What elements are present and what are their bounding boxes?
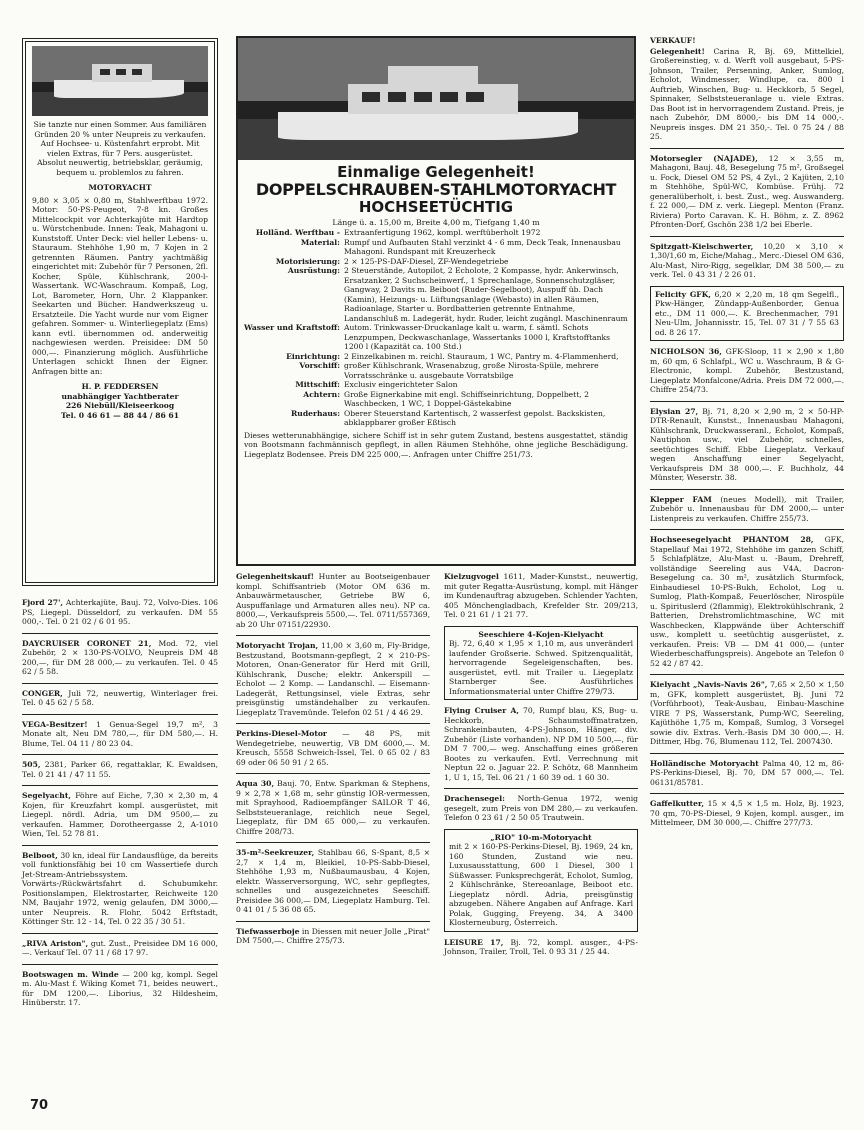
spec-row: Wasser und Kraftstoff: Autom. Trinkwasser-Druckanlage kalt u. warm, f. sämtl. Schots Lenzpumpen, Deckwaschanlage, Wassertanks 1000 l, Kraftstofftanks 1200 l (Kapazität ca. 100 Std.) <box>244 323 611 351</box>
divider <box>650 236 844 237</box>
classified-ad: DAYCRUISER CORONET 21, Mod. 72, viel Zubehör, 2 × 130-PS-VOLVO, Neupreis DM 48 200,—, für DM 28 000,— zu verkaufen. Tel. 0 45 62 / 5 58. <box>22 638 218 676</box>
feddersen-address: 226 Niebüll/Kleiseerkoog <box>65 401 175 410</box>
classified-ad: Segelyacht, Föhre auf Eiche, 7,30 × 2,30 m, 4 Kojen, für Kreuzfahrt kompl. ausgerüstet, mit Liegepl. nördl. Adria, um DM 9500,— zu verkaufen. Hammer, Dorotheergasse 2, A-1010 Wien, Tel. 52 78 81. <box>22 791 218 838</box>
divider <box>650 148 844 149</box>
divider <box>650 793 844 794</box>
classified-ad: Gelegenheitskauf! Hunter au Bootseigenbauer kompl. Schiffsantrieb (Motor OM 636 m. Anbauwärmetauscher, Getriebe BW 6, Auspuffanlage und Armaturen alles neu). NP ca. 8000,—, Verkaufspreis 5500,—. Tel. 0711/557369, ab 20 Uhr 07151/22930. <box>236 572 430 629</box>
column-2 <box>236 572 430 952</box>
classified-ad: Spitzgatt-Kielschwerter, 10,20 × 3,10 × 1,30/1,60 m, Eiche/Mahag., Merc.-Diesel OM 636, Alu-Mast, Niro-Rigg, segelklar, DM 38 500,— zu verk. Tel. 0 43 31 / 2 26 01. <box>650 241 844 279</box>
divider <box>22 754 218 755</box>
spec-row: Mittschiff: Exclusiv eingerichteter Salon <box>295 380 458 389</box>
feddersen-signature <box>32 382 208 420</box>
classified-ad: Kielzugvogel 1611, Mader-Kunstst., neuwertig, mit guter Regatta-Ausrüstung, kompl. mit Hänger im Kundenauftrag abzugeben. Schlender Yachten, 405 Mönchengladbach, Krefelder Str. 209/213, Tel. 0 21 61 / 1 21 77. <box>444 572 638 619</box>
feature-dimensions: Länge ü. a. 15,00 m, Breite 4,00 m, Tiefgang 1,40 m <box>332 218 540 227</box>
feature-kicker: Einmalige Gelegenheit! <box>337 163 535 181</box>
feddersen-name: H. P. FEDDERSEN <box>81 382 159 391</box>
feature-ad <box>236 36 636 566</box>
boxed-ad: „RIO" 10-m-Motoryacht mit 2 × 160-PS-Perkins-Diesel, Bj. 1969, 24 kn, 160 Stunden, Zustand wie neu. Luxusausstattung, 600 l Diesel, 300 l Süßwasser. Funksprechgerät, Echolot, Sumlog, 2 Kühlschränke, Stereoanlage, Beiboot etc. Liegeplatz nördl. Adria, preisgünstig abzugeben. Nähere Angaben auf Anfrage. Karl Polak, Gugging, Freyeng. 34, A 3400 Klosterneuburg, Österreich. <box>444 829 638 932</box>
spec-row: Motorisierung: 2 × 125-PS-DAF-Diesel, ZF-Wendegetriebe <box>275 256 509 266</box>
classified-ad: CONGER, Juli 72, neuwertig, Winterlager frei. Tel. 0 45 62 / 5 58. <box>22 688 218 707</box>
feature-subheadline: HOCHSEETÜCHTIG <box>358 198 514 216</box>
divider <box>236 723 430 724</box>
classified-ad: Hochseesegelyacht PHANTOM 28, GFK, Stapellauf Mai 1972, Stehhöhe im ganzen Schiff, 5 Schlafplätze, Alu-Mast u. -Baum, Drehreff, vollständige Seereling aus V4A, Dacron-Besegelung ca. 30 m², zusätzlich Sturmfock, Einbaudiesel 10-PS-Bukh, Echolot, Log u. Sumlog, Plath-Kompaß, Feuerlöscher, Nirospüle u. Spirituslerd (2flammig), Elektrokühlschrank, 2 Batterien, Drehstromlichtmaschine, WC mit Waschbecken, Klappwände über Achterschiff usw., komplett u. seetüchtig ausgerüstet, z. verkaufen. Preis: VB — DM 41 000,— (unter Wiederbeschaffungspreis). Angebote an Telefon 0 52 42 / 87 42. <box>650 535 845 668</box>
section-heading: VERKAUF! <box>650 36 696 45</box>
motoryacht-photo <box>32 46 208 116</box>
divider <box>444 788 638 789</box>
classified-ad: Motoryacht Trojan, 11,00 × 3,60 m, Fly-Bridge, Bestzustand, Bootsmann-gepflegt, 2 × 210-PS-Motoren, Onan-Generator für Herd mit Grill, Kühlschrank, Dusche; elektr. Ankerspill — Echolot — 2 Komp. — Landanschl. — Eisemann-Ladegerät, Rettungsinsel, viele Extras, sehr preisgünstig umständehalber zu verkaufen. Liegeplatz Travemünde. Telefon 02 51 / 4 46 29. <box>236 641 430 717</box>
classified-ad: NICHOLSON 36, GFK-Sloop, 11 × 2,90 × 1,80 m, 60 qm, 6 Schlafpl., WC u. Waschraum, B & G-Electronic, kompl. Zubehör, Bestzustand, Liegeplatz Monfalcone/Adria. Preis DM 72 000,—. Chiffre 254/73. <box>650 347 845 394</box>
divider <box>22 633 218 634</box>
divider <box>22 845 218 846</box>
classified-ad: VEGA-Besitzer! 1 Genua-Segel 19,7 m², 3 Monate alt, Neu DM 780,—, für DM 580,—. H. Blume, Tel. 04 11 / 80 23 04. <box>22 719 218 748</box>
divider <box>650 529 844 530</box>
classified-ad: Drachensegel: North-Genua 1972, wenig gesegelt, zum Preis von DM 280,— zu verkaufen. Telefon 0 23 61 / 2 50 05 Trautwein. <box>444 794 638 822</box>
feature-headline: DOPPELSCHRAUBEN-STAHLMOTORYACHT <box>255 180 617 199</box>
spec-row: Holländ. Werftbau - Extraanfertigung 1962, kompl. werftüberholt 1972 <box>255 228 541 237</box>
divider <box>22 933 218 934</box>
classified-ad: Gelegenheit! Carina R, Bj. 69, Mittelkiel, Großereinstieg, v. d. Werft voll ausgebaut, 5-PS-Johnson, Trailer, Persenning, Anker, Sumlog, Echolot, Windmesser, Windlupe, ca. 800 l Auftrieb, Winschen, Bug- u. Heckkorb, 5 Segel, Spinnaker, Selbststeueranlage u. viele Extras. Das Boot ist in hervorragendem Zustand. Preis, je nach Zubehör, DM 8000,- bis DM 14 000,-. Neupreis insges. DM 21 350,-. Tel. 0 75 24 / 88 25. <box>650 46 844 141</box>
divider <box>650 674 844 675</box>
classified-ad: Fjord 27', Achterkajüte, Bauj. 72, Volvo-Dies. 106 PS, Liegepl. Düsseldorf, zu verkaufen. DM 55 000,-. Tel. 0 21 02 / 6 01 95. <box>22 598 218 626</box>
classified-ad: Tiefwasserboje in Diessen mit neuer Jolle „Pirat" DM 7500,—. Chiffre 275/73. <box>236 926 430 945</box>
feddersen-phone: Tel. 0 46 61 — 88 44 / 86 61 <box>61 410 179 420</box>
spec-row: Ausrüstung: 2 Steuerstände, Autopilot, 2 Echolote, 2 Kompasse, hydr. Ankerwinsch, Ersatzanker, 2 Suchscheinwerf., 1 Sprechanlage, Sonnenschutzgläser, Gangway, 2 Davits m. Beiboot (Ruder-Segelboot), Auspuff üb. Dach (Kamin), Heizungs- u. Lüftungsanlage (Webasto) in allen Räumen, Radioanlage, Starter u. Bordbatterien getrennte Entnahme, Landanschluß m. Ladegerät, hydr. Ruder, leicht zugängl. Maschinenraum <box>287 266 628 323</box>
divider <box>236 842 430 843</box>
classified-ad: LEISURE 17, Bj. 72, kompl. ausger., 4-PS-Johnson, Trailer, Troll, Tel. 0 93 31 / 25 44. <box>444 937 638 956</box>
divider <box>236 921 430 922</box>
divider <box>650 401 844 402</box>
spec-row: Material: Rumpf und Aufbauten Stahl verzinkt 4 - 6 mm, Deck Teak, Innenausbau Mahagoni. Rundspant mit Kreuzerheck <box>300 237 621 256</box>
classified-ad: 505, 2381, Parker 66, regattaklar, K. Ewaldsen, Tel. 0 21 41 / 47 11 55. <box>22 760 218 779</box>
classified-ad: Bootswagen m. Winde — 200 kg, kompl. Segel m. Alu-Mast f. Wiking Komet 71, beides neuwert., für DM 1200,—. Liborius, 32 Hildesheim, Hinüberstr. 17. <box>22 969 218 1007</box>
divider <box>22 785 218 786</box>
boxed-ad: Seeschiere 4-Kojen-Kielyacht Bj. 72, 6,40 × 1,95 × 1,10 m, aus unveränderl laufender Großserie. Schwed. Spitzenqualität, hervorragende Segeleigenschaften, bes. ausgerüstet, evtl. mit Trailer u. Liegeplatz Starnberger See. Ausführliches Informationsmaterial unter Chiffre 279/73. <box>444 626 638 701</box>
feddersen-intro: Sie tanzte nur einen Sommer. Aus familiären Gründen 20 % unter Neupreis zu verkaufen. Auf Hochsee- u. Küstenfahrt erprobt. Mit vielen Extras, für 7 Pers. ausgerüstet. Absolut neuwertig, betriebsklar, geräumig, bequem u. problemlos zu fahren. <box>33 120 207 177</box>
spec-row: Achtern: Große Eignerkabine mit engl. Schiffseinrichtung, Doppelbett, 2 Waschbecken, 1 WC, 1 Doppel-Gästekabine <box>303 389 589 408</box>
classified-ad: Holländische Motoryacht Palma 40, 12 m, 86-PS-Perkins-Diesel, Bj. 70, DM 57 000,—. Tel. 06131/85781. <box>650 758 844 787</box>
classified-ad: „RIVA Ariston", gut. Zust., Preisidee DM 16 000,—. Verkauf Tel. 07 11 / 68 17 97. <box>22 938 218 957</box>
divider <box>22 964 218 965</box>
divider <box>650 753 844 754</box>
divider <box>236 635 430 636</box>
classified-ad: Elysian 27, Bj. 71, 8,20 × 2,90 m, 2 × 50-HP-DTR-Renault, Kunstst., Innenausbau Mahagoni, Kühlschrank, Druckwasseranl., Echolot, Kompaß, Nautiphon usw., viel Zubehör, schnelles, seetüchtiges Schiff. Ebbe Liegeplatz. Verkauf wegen Anschaffung einer Segelyacht, Verkaufspreis DM 38 000,—. F. Buchholz, 44 Münster, Weserstr. 38. <box>650 406 845 482</box>
feddersen-ad <box>22 38 218 586</box>
feature-closing: Dieses wetterunabhängige, sichere Schiff ist in sehr gutem Zustand, bestens ausgestattet, ständig von Bootsmann fachmännisch gepflegt, in allen Räumen Stehhöhe, ohne jegliche Beschädigung. Liegeplatz Bodensee. Preis DM 225 000,—. Anfragen unter Chiffre 251/73. <box>244 430 628 459</box>
classified-ad: Flying Cruiser A, 70, Rumpf blau, KS, Bug- u. Heckkorb, Schaumstoffmatratzen, Schrankeinbauten, 4-PS-Johnson, Hänger, div. Zubehör (Liste vorhanden). NP DM 10 500,—, für DM 7 700,— weg. Anschaffung eines größeren Bootes zu verkaufen. Evtl. Verrechnung mit Neptun 22 o. Jaguar 22. P. Schötz, 68 Mannheim 1, U 1, 15, Tel. 06 21 / 1 60 39 od. 1 60 30. <box>444 706 638 782</box>
column-1 <box>22 0 218 1014</box>
column-3 <box>444 572 638 963</box>
steel-yacht-photo <box>238 38 634 160</box>
divider <box>236 773 430 774</box>
feddersen-role: unabhängiger Yachtberater <box>61 391 179 401</box>
classified-ad: Aqua 30, Bauj. 70, Entw. Sparkman & Stephens, 9 × 2,78 × 1,68 m, sehr günstig IOR-vermessen, mit Sprayhood, Radioempfänger SAILOR T 46, Selbststeueranlage, reichlich neue Segel, Liegeplatz, für DM 65 000,— zu verkaufen. Chiffre 208/73. <box>236 779 430 836</box>
classified-ad: Motorsegler (NAJADE), 12 × 3,55 m, Mahagoni, Bauj. 48, Besegelung 75 m², Großsegel u. Fock, Diesel OM 52 PS, 4 Zyl., 2 Kajüten, 2,10 m Stehhöhe, Spül-WC, Kombüse. Frühj. 72 generalüberholt, i. best. Zust., weg. Auswanderg. f. 22 000,— DM z. verk. Liegepl. Menton (Franz. Riviera) Porto Caravan. K. H. Böhm, z. Z. 8962 Pfronten-Dorf, Gschön 238 1/2 bei Eberle. <box>650 153 845 229</box>
column-4 <box>650 36 844 834</box>
divider <box>22 714 218 715</box>
page-number: 70 <box>30 1098 49 1113</box>
feddersen-body: 9,80 × 3,05 × 0,80 m, Stahlwerftbau 1972. Motor: 50-PS-Peugeot, 7-8 kn. Großes Mittelcockpit vor Achterkajüte mit Hardtop u. Würstchenbude. Innen: Teak, Mahagoni u. Kunststoff. Unter Deck: viel heller Lebens- u. Stauraum. Stehhöhe 1,90 m, 7 Kojen in 2 getrennten Räumen. Pantry yachtmäßig eingerichtet mit: Zubehör für 7 Personen, 2fl. Kocher, Spüle, Kühlschrank, 200-l-Wassertank. WC-Waschraum. Kompaß, Log, Lot, Barometer, Horn, Uhr. 2 Klappanker. Seekarten und Bücher. Handwerkszeug u. Ersatzteile. Die Yacht wurde nur vom Eigner gefahren. Sommer- u. Winterliegeplatz (Ems) kann evtl. übernommen od. anderweitig nachgewiesen werden. Preisidee: DM 50 000,—. Finanzierung möglich. Ausführliche Unterlagen schickt Ihnen der Eigner. Anfragen bitte an: <box>32 195 208 376</box>
spec-row: Ruderhaus: Oberer Steuerstand Kartentisch, 2 wasserfest gepolst. Backskisten, abklappbarer großer Eßtisch <box>290 408 606 427</box>
boxed-ad: Felicity GFK, 6,20 × 2,20 m, 18 qm Segelfl., Pkw-Hänger, Zündapp-Außenborder, Genua etc., DM 11 000,—. K. Brechenmacher, 791 Neu-Ulm, Johannisstr. 15, Tel. 07 31 / 7 55 63 od. 8 26 17. <box>650 286 844 342</box>
feature-spec-table <box>244 228 628 428</box>
classified-ad: Klepper FAM (neues Modell), mit Trailer, Zubehör u. Innenausbau für DM 2000,— unter Listenpreis zu verkaufen. Chiffre 255/73. <box>650 494 844 523</box>
divider <box>22 683 218 684</box>
classified-ad: Kielyacht „Navis-Navis 26", 7,65 × 2,50 × 1,50 m, GFK, komplett ausgerüstet, Bj. Juni 72 (Vorführboot), Teak-Ausbau, Einbau-Maschine VIRE 7 PS, Wasserstank, Pump-WC, Seereling, Kajüthöhe 1,75 m, Kompaß, Sumlog, 3 Vorsegel sowie div. Extras. Verh.-Basis DM 30 000,—. H. Dittmer, Hbg. 76, Blumenau 112, Tel. 2007430. <box>650 680 845 746</box>
divider <box>650 489 844 490</box>
classified-ad: Belboot, 30 kn, ideal für Landausflüge, da bereits voll funktionsfähig bei 10 cm Wassertiefe durch Jet-Stream-Antriebssystem. Vorwärts-/Rückwärtsfahrt d. Schubumkehr. Positionslampen, Elektrostarter, Reichweite 120 NM, Baujahr 1972, wenig gelaufen, DM 3000,— unter Neupreis. R. Flohr, 5042 Erftstadt, Köttinger Str. 12 - 14, Tel. 0 22 35 / 30 51. <box>22 850 218 926</box>
classified-ad: 35-m²-Seekreuzer, Stahlbau 66, S-Spant, 8,5 × 2,7 × 1,4 m, Bleikiel, 10-PS-Sabb-Diesel, Stehhöhe 1,93 m, Nußbaumausbau, 4 Kojen, elektr. Wasserversorgung, WC, sehr gepflegtes, schnelles und ausgezeichnetes Seeschiff. Preisidee 36 000,— DM, Liegeplatz Hamburg. Tel. 0 41 01 / 5 36 08 65. <box>236 848 430 914</box>
classified-ad: Perkins-Diesel-Motor — 48 PS, mit Wendegetriebe, neuwertig, VB DM 6000,—. M. Kreusch, 5558 Schweich-Issel, Tel. 0 65 02 / 83 69 oder 06 50 91 / 2 65. <box>236 729 430 767</box>
classified-ad: Gaffelkutter, 15 × 4,5 × 1,5 m. Holz, Bj. 1923, 70 qm, 70-PS-Diesel, 9 Kojen, kompl. ausger., im Mittelmeer, DM 30 000,—. Chiffre 277/73. <box>650 799 844 827</box>
spec-row: Einrichtung: Vorschiff: 2 Einzelkabinen m. reichl. Stauraum, 1 WC, Pantry m. 4-Flammenherd, großer Kühlschrank, Wrasenabzug, große Nirosta-Spüle, mehrere Vorratsschränke u. ausgebaute Vorratsbilge <box>286 351 619 380</box>
feddersen-title: MOTORYACHT <box>88 183 152 192</box>
col1-ads <box>22 598 218 1008</box>
